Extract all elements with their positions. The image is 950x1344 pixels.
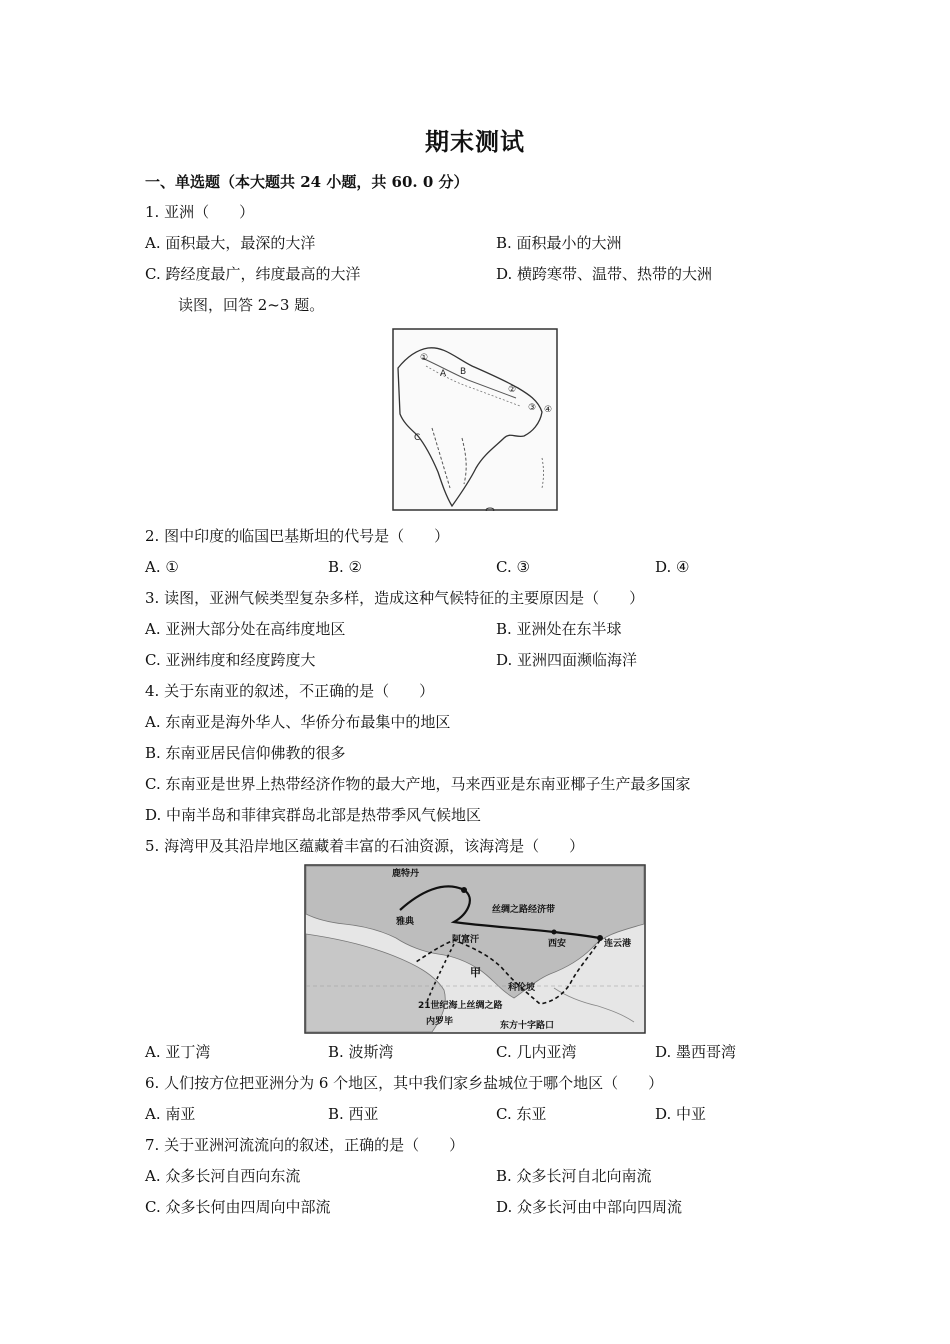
question-2-option-c[interactable]: C. ③ xyxy=(496,558,530,576)
question-6-option-c[interactable]: C. 东亚 xyxy=(496,1105,547,1123)
map1-label-c: C xyxy=(414,433,421,443)
question-1-option-c[interactable]: C. 跨经度最广，纬度最高的大洋 xyxy=(145,265,361,283)
map1-label-2: ② xyxy=(508,385,517,395)
belt-and-road-map xyxy=(304,864,646,1034)
question-3-stem: 3. 读图，亚洲气候类型复杂多样，造成这种气候特征的主要原因是（ ） xyxy=(145,589,645,607)
question-2-option-d[interactable]: D. ④ xyxy=(655,558,690,576)
question-5-option-a[interactable]: A. 亚丁湾 xyxy=(145,1043,211,1061)
question-5-stem: 5. 海湾甲及其沿岸地区蕴藏着丰富的石油资源，该海湾是（ ） xyxy=(145,837,585,855)
map1-label-1: ① xyxy=(420,353,429,363)
question-6-option-b[interactable]: B. 西亚 xyxy=(328,1105,379,1123)
question-2-stem: 2. 图中印度的临国巴基斯坦的代号是（ ） xyxy=(145,527,450,545)
question-5-option-b[interactable]: B. 波斯湾 xyxy=(328,1043,394,1061)
question-7-option-b[interactable]: B. 众多长河自北向南流 xyxy=(496,1167,652,1185)
map2-label-xian: 西安 xyxy=(548,939,567,949)
question-6-option-d[interactable]: D. 中亚 xyxy=(655,1105,707,1123)
map2-label-athens: 雅典 xyxy=(396,917,415,927)
question-6-option-a[interactable]: A. 南亚 xyxy=(145,1105,196,1123)
map2-label-silk-road-belt: 丝绸之路经济带 xyxy=(492,905,556,915)
map2-label-jia: 甲 xyxy=(470,966,481,979)
question-7-option-a[interactable]: A. 众多长河自西向东流 xyxy=(145,1167,301,1185)
map2-label-lianyungang: 连云港 xyxy=(604,939,632,949)
question-3-option-a[interactable]: A. 亚洲大部分处在高纬度地区 xyxy=(145,620,346,638)
question-4-option-a[interactable]: A. 东南亚是海外华人、华侨分布最集中的地区 xyxy=(145,713,451,731)
question-5-option-c[interactable]: C. 几内亚湾 xyxy=(496,1043,577,1061)
map2-label-nairobi: 内罗毕 xyxy=(426,1017,454,1027)
page-title: 期末测试 xyxy=(425,127,525,156)
map2-label-colombo: 科伦坡 xyxy=(508,983,536,993)
question-1-option-a[interactable]: A. 面积最大，最深的大洋 xyxy=(145,234,316,252)
question-3-option-b[interactable]: B. 亚洲处在东半球 xyxy=(496,620,622,638)
south-asia-map xyxy=(392,328,558,511)
question-5-option-d[interactable]: D. 墨西哥湾 xyxy=(655,1043,737,1061)
question-1-stem: 1. 亚洲（ ） xyxy=(145,203,255,221)
map1-label-3: ③ xyxy=(528,403,537,413)
map1-label-b: B xyxy=(460,367,467,377)
question-7-option-d[interactable]: D. 众多长河由中部向四周流 xyxy=(496,1198,683,1216)
section-heading: 一、单选题（本大题共 24 小题，共 60. 0 分） xyxy=(145,173,469,191)
question-4-option-c[interactable]: C. 东南亚是世界上热带经济作物的最大产地，马来西亚是东南亚椰子生产最多国家 xyxy=(145,775,691,793)
question-3-option-d[interactable]: D. 亚洲四面濒临海洋 xyxy=(496,651,638,669)
map2-label-afghanistan: 阿富汗 xyxy=(452,935,480,945)
question-2-option-b[interactable]: B. ② xyxy=(328,558,363,576)
question-3-option-c[interactable]: C. 亚洲纬度和经度跨度大 xyxy=(145,651,316,669)
reading-instruction: 读图，回答 2~3 题。 xyxy=(178,296,325,314)
question-4-option-b[interactable]: B. 东南亚居民信仰佛教的很多 xyxy=(145,744,346,762)
map2-label-eastern-crossroads: 东方十字路口 xyxy=(500,1021,555,1031)
map1-label-a: A xyxy=(440,369,447,379)
map2-label-rotterdam: 鹿特丹 xyxy=(392,869,420,879)
question-1-option-d[interactable]: D. 横跨寒带、温带、热带的大洲 xyxy=(496,265,713,283)
map2-label-maritime-silk-road: 21世纪海上丝绸之路 xyxy=(418,1001,503,1011)
question-4-stem: 4. 关于东南亚的叙述，不正确的是（ ） xyxy=(145,682,435,700)
question-4-option-d[interactable]: D. 中南半岛和菲律宾群岛北部是热带季风气候地区 xyxy=(145,806,482,824)
question-6-stem: 6. 人们按方位把亚洲分为 6 个地区，其中我们家乡盐城位于哪个地区（ ） xyxy=(145,1074,664,1092)
question-7-stem: 7. 关于亚洲河流流向的叙述，正确的是（ ） xyxy=(145,1136,465,1154)
map1-label-4: ④ xyxy=(544,405,553,415)
question-2-option-a[interactable]: A. ① xyxy=(145,558,179,576)
question-7-option-c[interactable]: C. 众多长何由四周向中部流 xyxy=(145,1198,331,1216)
question-1-option-b[interactable]: B. 面积最小的大洲 xyxy=(496,234,622,252)
